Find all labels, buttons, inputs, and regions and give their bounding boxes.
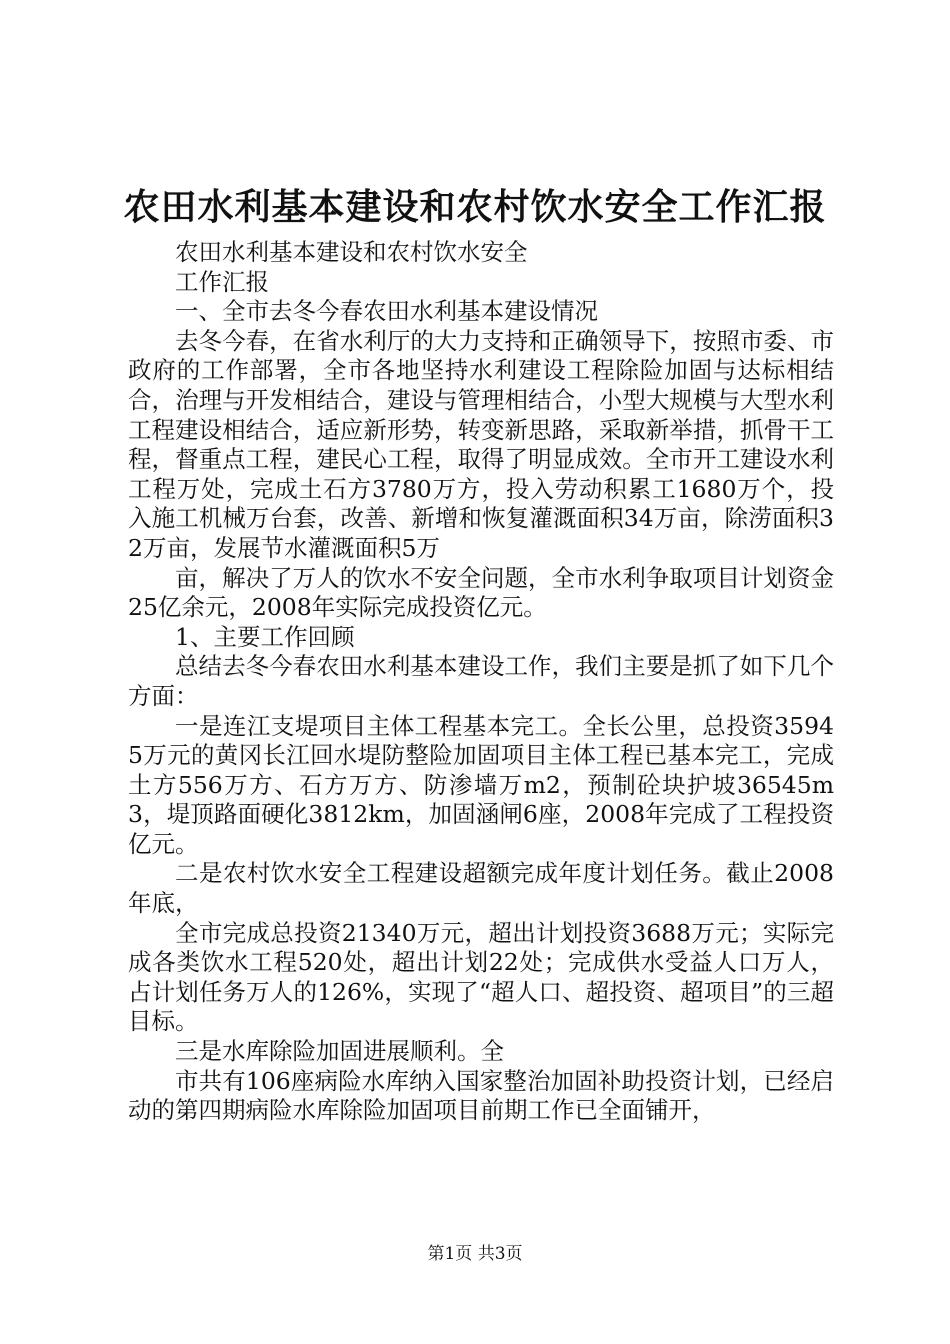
paragraph-subtitle-2: 工作汇报 [175, 267, 269, 296]
paragraph: 去冬今春，在省水利厅的大力支持和正确领导下，按照市委、市政府的工作部署，全市各地坚持水利建设工程除险加固与达标相结合，治理与开发相结合，建设与管理相结合，小型大规模与大型水利工程建设相结合，适应新形势，转变新思路，采取新举措，抓骨干工程，督重点工程，建民心工程，取得了明显成效。全市开工建设水利工程万处，完成土石方3780万方，投入劳动积累工1680万个，投入施工机械万台套，改善、新增和恢复灌溉面积34万亩，除涝面积32万亩，发展节水灌溉面积5万 [128, 326, 834, 562]
document-title: 农田水利基本建设和农村饮水安全工作汇报 [123, 186, 827, 228]
section-heading-1: 一、全市去冬今春农田水利基本建设情况 [175, 297, 598, 326]
page-footer: 第1页 共3页 [427, 1244, 523, 1264]
paragraph: 三是水库除险加固进展顺利。全 [175, 1037, 504, 1066]
paragraph: 亩，解决了万人的饮水不安全问题，全市水利争取项目计划资金25亿余元，2008年实际完成投资亿元。 [128, 563, 834, 622]
document-body [128, 238, 834, 1126]
paragraph: 总结去冬今春农田水利基本建设工作，我们主要是抓了如下几个方面： [128, 652, 834, 710]
section-heading-2: 1、主要工作回顾 [175, 622, 355, 651]
paragraph: 全市完成总投资21340万元，超出计划投资3688万元；实际完成各类饮水工程520处，超出计划22处；完成供水受益人口万人，占计划任务万人的126%，实现了“超人口、超投资、超项目”的三超目标。 [128, 918, 834, 1036]
paragraph: 市共有106座病险水库纳入国家整治加固补助投资计划，已经启动的第四期病险水库除险加固项目前期工作已全面铺开， [128, 1066, 834, 1125]
paragraph: 一是连江支堤项目主体工程基本完工。全长公里，总投资35945万元的黄冈长江回水堤防整险加固项目主体工程已基本完工，完成土方556万方、石方万方、防渗墙万m2，预制砼块护坡36545m3，堤顶路面硬化3812km，加固涵闸6座，2008年完成了工程投资亿元。 [128, 711, 834, 858]
paragraph-subtitle-1: 农田水利基本建设和农村饮水安全 [175, 238, 528, 266]
paragraph: 二是农村饮水安全工程建设超额完成年度计划任务。截止2008年底， [128, 859, 834, 918]
